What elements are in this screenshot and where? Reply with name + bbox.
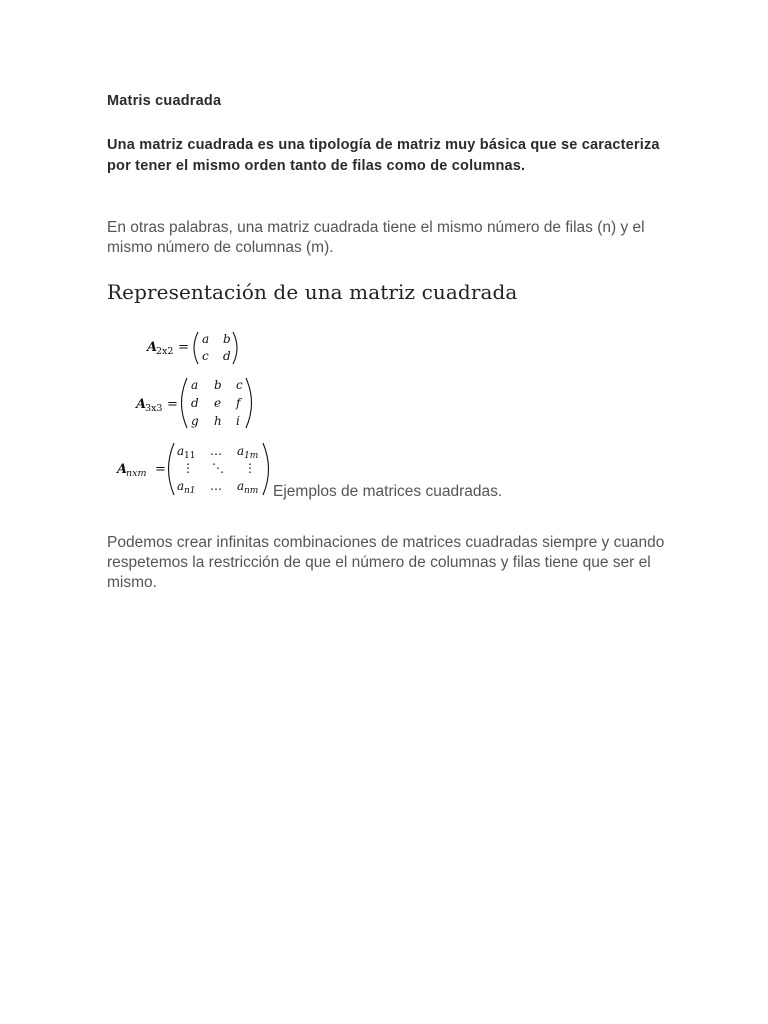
matrix-2x2-cell: a (202, 332, 210, 346)
page-title: Matris cuadrada (107, 93, 222, 109)
matrix-nxm-left-paren (169, 443, 175, 495)
matrix-nxm-cell-subscript: 11 (184, 451, 196, 461)
matrix-2x2-cell: c (202, 349, 209, 363)
matrix-nxm-name: A (117, 462, 128, 477)
matrix-2x2-cell: b (223, 332, 231, 346)
matrix-2x2-right-paren (233, 332, 237, 364)
matrix-2x2-equals: = (178, 340, 189, 355)
matrix-3x3-cell: g (191, 414, 199, 428)
paragraph-1: En otras palabras, una matriz cuadrada tiene el mismo número de filas (n) y el mismo número de columnas (m). (107, 219, 645, 256)
matrix-nxm-equals: = (155, 462, 166, 477)
matrix-2x2-left-paren (194, 332, 198, 364)
matrix-nxm-subscript: nxm (126, 468, 147, 479)
matrix-2x2-subscript: 2x2 (156, 346, 174, 357)
matrix-nxm-cell-subscript: n1 (184, 486, 196, 496)
matrix-3x3-cell: b (214, 378, 222, 392)
matrix-2x2 (145, 332, 237, 364)
matrix-3x3 (134, 378, 252, 428)
matrix-nxm-cell: a (237, 444, 245, 458)
section-heading: Representación de una matriz cuadrada (107, 280, 518, 304)
matrix-3x3-cell: e (214, 396, 222, 410)
matrix-3x3-cell: i (236, 414, 240, 428)
intro-paragraph: Una matriz cuadrada es una tipología de matriz muy básica que se caracteriza por tener el mismo orden tanto de filas como de columnas. (107, 137, 660, 174)
matrix-3x3-cell: a (191, 378, 199, 392)
matrix-3x3-cell: h (214, 414, 222, 428)
matrix-3x3-name: A (136, 397, 147, 412)
matrix-3x3-cell: c (236, 378, 243, 392)
matrix-nxm-cell: a (237, 479, 245, 493)
matrix-nxm-cell: ⋮ (182, 461, 194, 475)
matrix-nxm-cell: ⋱ (212, 461, 224, 475)
matrix-nxm-cell: a (177, 444, 185, 458)
matrix-nxm-cell-subscript: 1m (244, 451, 259, 461)
matrix-nxm-cell-subscript: nm (244, 486, 259, 496)
matrix-3x3-cell: f (236, 396, 241, 410)
matrix-3x3-right-paren (246, 378, 252, 428)
matrix-nxm (115, 443, 269, 496)
matrix-3x3-subscript: 3x3 (145, 403, 163, 414)
matrix-nxm-cell: ⋮ (244, 461, 256, 475)
matrix-3x3-left-paren (182, 378, 188, 428)
matrix-nxm-cell: a (177, 479, 185, 493)
matrix-2x2-name: A (147, 340, 158, 355)
matrix-nxm-cell: … (210, 444, 222, 458)
matrix-nxm-cell: … (210, 479, 222, 493)
matrix-figure-svg (112, 322, 282, 497)
matrix-nxm-right-paren (263, 443, 269, 495)
matrix-3x3-equals: = (167, 397, 178, 412)
matrix-3x3-cell: d (191, 396, 199, 410)
paragraph-2: Podemos crear infinitas combinaciones de matrices cuadradas siempre y cuando respetemos la restricción de que el número de columnas y filas tiene que ser el mismo. (107, 534, 665, 591)
figure-caption: Ejemplos de matrices cuadradas. (273, 483, 503, 500)
matrix-2x2-cell: d (223, 349, 231, 363)
matrix-examples-figure (112, 322, 282, 497)
